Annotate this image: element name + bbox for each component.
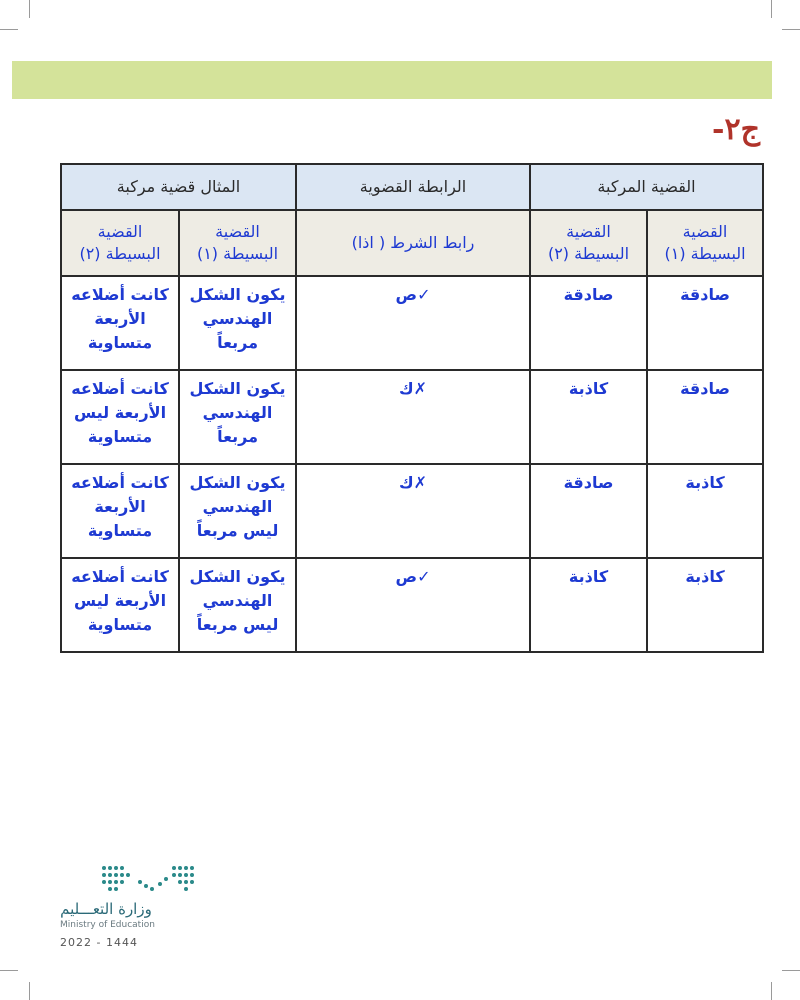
subheader-simple-1: القضية البسيطة (١): [647, 210, 763, 276]
subheader-example-simple-2: القضية البسيطة (٢): [61, 210, 179, 276]
table-cell: ✓ص: [296, 558, 530, 652]
ministry-name-arabic: وزارة التعـــليم: [60, 900, 152, 918]
table-cell: صادقة: [647, 276, 763, 370]
table-cell: كاذبة: [530, 558, 647, 652]
crop-mark: [782, 29, 800, 30]
table-cell: ✗ك: [296, 370, 530, 464]
ministry-dots-icon: [100, 862, 200, 896]
table-row: [61, 558, 763, 652]
header-example: المثال قضية مركبة: [61, 164, 296, 210]
subheader-example-simple-1: القضية البسيطة (١): [179, 210, 296, 276]
crop-mark: [0, 29, 18, 30]
table-cell: كاذبة: [647, 464, 763, 558]
header-compound-proposition: القضية المركبة: [530, 164, 763, 210]
truth-table: [60, 163, 764, 653]
subheader-simple-2: القضية البسيطة (٢): [530, 210, 647, 276]
table-cell: كانت أضلاعه الأربعة ليس متساوية: [61, 558, 179, 652]
table-cell: ✗ك: [296, 464, 530, 558]
crop-mark: [29, 982, 30, 1000]
table-cell: كاذبة: [647, 558, 763, 652]
table-cell: صادقة: [530, 464, 647, 558]
table-cell: يكون الشكل الهندسي ليس مربعاً: [179, 558, 296, 652]
header-band: [12, 61, 772, 99]
crop-mark: [771, 0, 772, 18]
subheader-conditional: رابط الشرط ( اذا): [296, 210, 530, 276]
table-cell: كانت أضلاعه الأربعة ليس متساوية: [61, 370, 179, 464]
crop-mark: [0, 970, 18, 971]
table-cell: صادقة: [647, 370, 763, 464]
edition-year: 2022 - 1444: [60, 936, 138, 949]
table-sub-header-row: [61, 210, 763, 276]
answer-label: ج٢-: [712, 112, 760, 147]
table-cell: يكون الشكل الهندسي ليس مربعاً: [179, 464, 296, 558]
table-group-header-row: [61, 164, 763, 210]
table-row: [61, 276, 763, 370]
table-row: [61, 464, 763, 558]
crop-mark: [771, 982, 772, 1000]
table-cell: كانت أضلاعه الأربعة متساوية: [61, 276, 179, 370]
table-cell: ✓ص: [296, 276, 530, 370]
table-cell: كاذبة: [530, 370, 647, 464]
crop-mark: [29, 0, 30, 18]
table-cell: يكون الشكل الهندسي مربعاً: [179, 370, 296, 464]
header-connective: الرابطة القضوية: [296, 164, 530, 210]
table-row: [61, 370, 763, 464]
table-cell: يكون الشكل الهندسي مربعاً: [179, 276, 296, 370]
table-cell: صادقة: [530, 276, 647, 370]
crop-mark: [782, 970, 800, 971]
table-cell: كانت أضلاعه الأربعة متساوية: [61, 464, 179, 558]
ministry-name-english: Ministry of Education: [60, 920, 155, 930]
